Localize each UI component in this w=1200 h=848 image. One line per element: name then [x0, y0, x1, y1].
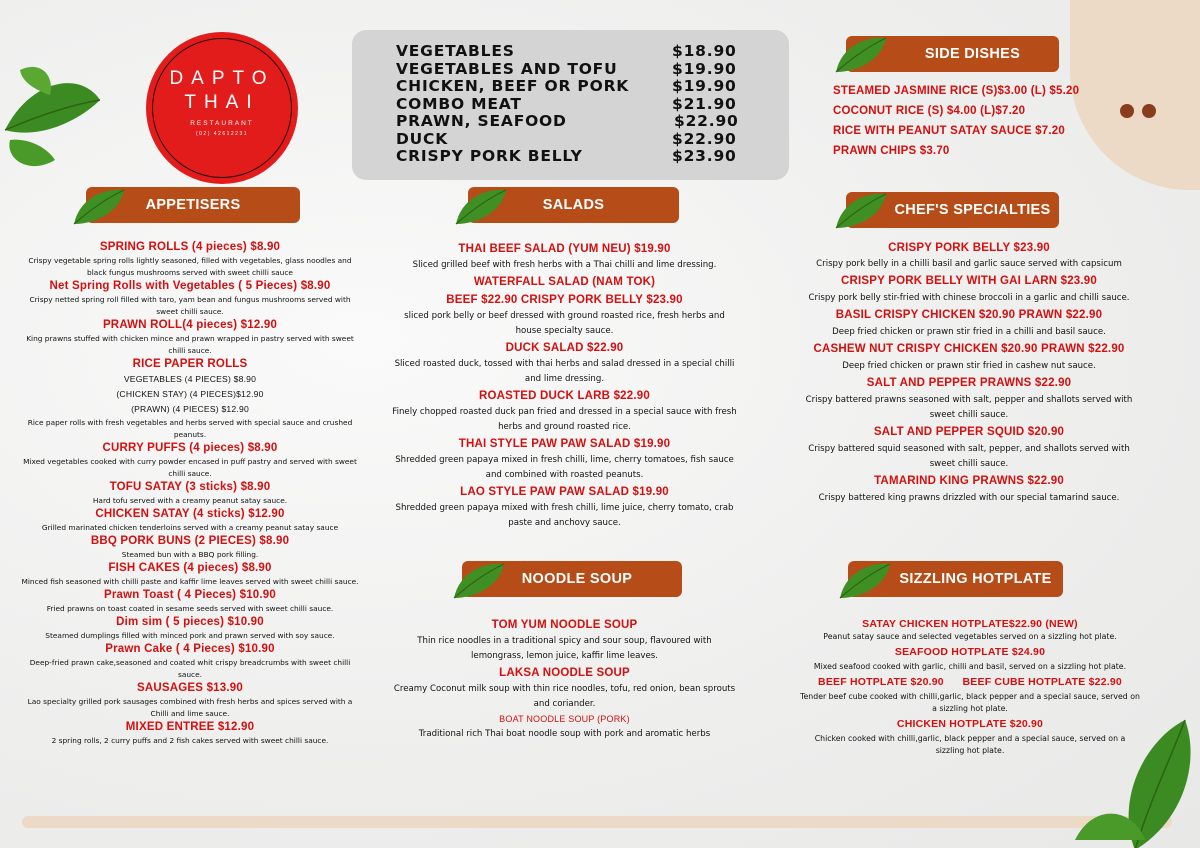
- appetisers-list: [20, 240, 360, 747]
- price-name: PRAWN, SEAFOOD: [396, 112, 567, 130]
- menu-item-desc: Crispy battered squid seasoned with salt, pepper, and shallots served with sweet chilli sauce.: [808, 444, 1130, 469]
- price-value: $23.90: [672, 147, 737, 165]
- price-value: $19.90: [672, 77, 737, 95]
- menu-item-option: VEGETABLES (4 PIECES) $8.90: [123, 374, 257, 384]
- price-name: COMBO MEAT: [396, 94, 522, 113]
- menu-item-desc: Mixed seafood cooked with garlic, chilli and basil, served on a sizzling hot plate.: [813, 662, 1127, 671]
- price-value: $21.90: [672, 94, 737, 113]
- menu-item-desc: Chicken cooked with chilli,garlic, black pepper and a special sauce, served on a sizzling hot plate.: [814, 734, 1126, 755]
- side-dish-item: STEAMED JASMINE RICE (S)$3.00 (L) $5.20: [833, 85, 1080, 97]
- menu-item-option: (PRAWN) (4 PIECES) $12.90: [131, 404, 249, 414]
- leaf-icon: [452, 560, 506, 600]
- decorative-circle: [1070, 0, 1200, 190]
- menu-item-desc: Tender beef cube cooked with chilli,garlic, black pepper and a special sauce, served on a sizzling hot plate.: [800, 692, 1140, 713]
- menu-item-name: CHICKEN SATAY (4 sticks) $12.90: [95, 508, 285, 520]
- restaurant-logo: [146, 32, 298, 184]
- menu-item-desc: Crispy pork belly stir-fried with chinese broccoli in a garlic and chilli sauce.: [808, 293, 1130, 303]
- menu-item-name: Dim sim ( 5 pieces) $10.90: [116, 616, 264, 628]
- menu-item-name: CHICKEN HOTPLATE $20.90: [896, 718, 1044, 730]
- menu-item-name: BASIL CRISPY CHICKEN $20.90 PRAWN $22.90: [835, 309, 1103, 321]
- section-title: SIDE DISHES: [924, 46, 1021, 62]
- price-name: VEGETABLES: [396, 42, 515, 60]
- menu-item-name: SPRING ROLLS (4 pieces) $8.90: [99, 241, 281, 253]
- menu-item-desc: Fried prawns on toast coated in sesame seeds served with sweet chilli sauce.: [46, 604, 334, 613]
- price-value: $18.90: [672, 42, 737, 60]
- menu-item-name: SEAFOOD HOTPLATE $24.90: [894, 646, 1046, 658]
- menu-item-desc: Minced fish seasoned with chilli paste and kaffir lime leaves served with sweet chilli sauce.: [21, 577, 359, 586]
- menu-item-name: TOM YUM NOODLE SOUP: [491, 619, 638, 631]
- menu-item-name: Net Spring Rolls with Vegetables ( 5 Pieces) $8.90: [49, 280, 331, 292]
- menu-item-name: FISH CAKES (4 pieces) $8.90: [108, 562, 272, 574]
- menu-item-desc: Shredded green papaya mixed with fresh chilli, lime juice, cherry tomato, crab paste and anchovy sauce.: [395, 503, 734, 528]
- menu-item-name: SALT AND PEPPER SQUID $20.90: [873, 426, 1065, 438]
- price-value: $22.90: [674, 112, 739, 130]
- menu-item-name: BEEF HOTPLATE $20.90 BEEF CUBE HOTPLATE $22.90: [818, 676, 1122, 688]
- leaf-icon: [454, 186, 508, 226]
- menu-item-desc: King prawns stuffed with chicken mince and prawn wrapped in pastry served with sweet chilli sauce.: [26, 334, 354, 355]
- menu-item-name: LAO STYLE PAW PAW SALAD $19.90: [460, 486, 669, 498]
- menu-item-desc: Traditional rich Thai boat noodle soup with pork and aromatic herbs: [418, 729, 711, 739]
- price-name: CHICKEN, BEEF OR PORK: [396, 77, 630, 95]
- menu-item-desc: Mixed vegetables cooked with curry powder encased in puff pastry and served with sweet chilli sauce.: [23, 457, 357, 478]
- logo-phone: (02) 42612231: [195, 131, 249, 137]
- logo-line2: THAI: [184, 92, 260, 113]
- menu-item-desc: Crispy vegetable spring rolls lightly seasoned, filled with vegetables, glass noodles and black fungus mushrooms served with sweet chilli sauce: [28, 256, 352, 277]
- menu-item-desc: Steamed dumplings filled with minced pork and prawn served with soy sauce.: [45, 631, 335, 640]
- menu-item-name: CURRY PUFFS (4 pieces) $8.90: [102, 442, 278, 454]
- sizzling-hotplate-list: [800, 617, 1140, 757]
- side-dish-item: COCONUT RICE (S) $4.00 (L)$7.20: [833, 105, 1026, 117]
- menu-item-desc: Grilled marinated chicken tenderloins served with a creamy peanut satay sauce: [41, 523, 339, 532]
- menu-item-name: MIXED ENTREE $12.90: [125, 721, 255, 733]
- menu-item-desc: sliced pork belly or beef dressed with ground roasted rice, fresh herbs and house specialty sauce.: [404, 311, 725, 336]
- menu-item-name: ROASTED DUCK LARB $22.90: [479, 390, 650, 402]
- menu-item-name: CASHEW NUT CRISPY CHICKEN $20.90 PRAWN $22.90: [813, 343, 1125, 355]
- menu-item-name: THAI STYLE PAW PAW SALAD $19.90: [458, 438, 671, 450]
- side-dish-item: PRAWN CHIPS $3.70: [833, 145, 950, 157]
- menu-item-desc: Crispy pork belly in a chilli basil and garlic sauce served with capsicum: [816, 259, 1122, 269]
- logo-line1: DAPTO: [169, 68, 275, 89]
- menu-item-name: LAKSA NOODLE SOUP: [499, 667, 630, 679]
- leaf-icon: [72, 186, 126, 226]
- menu-item-name: SAUSAGES $13.90: [137, 682, 243, 694]
- menu-item-desc: Peanut satay sauce and selected vegetables served on a sizzling hot plate.: [823, 632, 1117, 641]
- menu-item-desc: Hard tofu served with a creamy peanut satay sauce.: [92, 496, 288, 505]
- menu-item-name: Prawn Toast ( 4 Pieces) $10.90: [104, 589, 276, 601]
- logo-line3: RESTAURANT: [190, 120, 254, 127]
- noodle-soup-list: [392, 616, 737, 742]
- menu-item-desc: Crispy battered king prawns drizzled with our special tamarind sauce.: [818, 493, 1120, 503]
- decorative-bottom-bar: [22, 816, 1172, 828]
- menu-item-name: DUCK SALAD $22.90: [505, 342, 624, 354]
- menu-item-desc: Shredded green papaya mixed in fresh chilli, lime, cherry tomatoes, fish sauce and combined with roasted peanuts.: [395, 455, 734, 480]
- menu-item-name: Prawn Cake ( 4 Pieces) $10.90: [105, 643, 275, 655]
- menu-item-desc: Crispy battered prawns seasoned with salt, pepper and shallots served with sweet chilli sauce.: [805, 395, 1133, 420]
- menu-item-name: CRISPY PORK BELLY WITH GAI LARN $23.90: [841, 275, 1097, 287]
- leaf-icon: [834, 190, 888, 230]
- menu-item-desc: Finely chopped roasted duck pan fried and dressed in a special sauce with fresh herbs and ground roasted rice.: [392, 407, 737, 432]
- menu-item-name: TOFU SATAY (3 sticks) $8.90: [109, 481, 271, 493]
- menu-item-desc: Deep-fried prawn cake,seasoned and coated whit crispy breadcrumbs with sweet chilli sauce.: [29, 658, 351, 679]
- leaf-icon: [834, 34, 888, 74]
- price-name: DUCK: [396, 129, 449, 148]
- menu-item-name: BBQ PORK BUNS (2 PIECES) $8.90: [90, 535, 290, 547]
- section-title: SIZZLING HOTPLATE: [899, 571, 1052, 587]
- menu-item-desc: Crispy netted spring roll filled with taro, yam bean and fungus mushrooms served with sweet chilli sauce.: [29, 295, 351, 316]
- basil-leaves-top-left: [0, 40, 110, 180]
- menu-item-name: RICE PAPER ROLLS: [132, 358, 248, 370]
- menu-item-option: (CHICKEN STAY) (4 PIECES)$12.90: [116, 389, 264, 399]
- menu-item-desc: Creamy Coconut milk soup with thin rice noodles, tofu, red onion, bean sprouts and coriander.: [393, 684, 736, 709]
- menu-item-desc: Rice paper rolls with fresh vegetables and herbs served with special sauce and crushed peanuts.: [27, 418, 353, 439]
- price-name: VEGETABLES AND TOFU: [396, 59, 618, 78]
- menu-item-name: SATAY CHICKEN HOTPLATE$22.90 (NEW): [862, 618, 1078, 630]
- section-title: CHEF'S SPECIALTIES: [894, 202, 1051, 218]
- salads-list: [392, 241, 737, 531]
- menu-item-desc: Thin rice noodles in a traditional spicy and sour soup, flavoured with lemongrass, lemon juice, kaffir lime leaves.: [417, 636, 712, 661]
- menu-item-name: THAI BEEF SALAD (YUM NEU) $19.90: [458, 243, 671, 255]
- menu-item-desc: Deep fried chicken or prawn stir fried in a chilli and basil sauce.: [832, 327, 1106, 337]
- menu-item-name: CRISPY PORK BELLY $23.90: [888, 242, 1050, 254]
- side-dish-item: RICE WITH PEANUT SATAY SAUCE $7.20: [833, 125, 1065, 137]
- menu-item-desc: Deep fried chicken or prawn stir fried in cashew nut sauce.: [842, 361, 1096, 371]
- menu-item-name: BEEF $22.90 CRISPY PORK BELLY $23.90: [446, 294, 683, 306]
- section-title: APPETISERS: [145, 197, 241, 213]
- menu-item-name: PRAWN ROLL(4 pieces) $12.90: [102, 319, 278, 331]
- chefs-specialties-list: [798, 240, 1140, 506]
- menu-item-desc: Sliced roasted duck, tossed with thai herbs and salad dressed in a special chilli and lime dressing.: [394, 359, 735, 384]
- menu-item-name: SALT AND PEPPER PRAWNS $22.90: [866, 377, 1072, 389]
- decorative-dots: [1120, 104, 1156, 118]
- menu-item-desc: Steamed bun with a BBQ pork filling.: [121, 550, 259, 559]
- menu-item-name: TAMARIND KING PRAWNS $22.90: [874, 475, 1064, 487]
- side-dishes-list: [833, 81, 1079, 161]
- section-title: NOODLE SOUP: [521, 571, 633, 587]
- menu-item-name: BOAT NOODLE SOUP (PORK): [499, 714, 630, 724]
- price-value: $19.90: [672, 59, 737, 78]
- menu-item-desc: Sliced grilled beef with fresh herbs with a Thai chilli and lime dressing.: [412, 260, 717, 270]
- section-title: SALADS: [542, 197, 605, 213]
- base-price-box: [352, 30, 789, 180]
- price-name: CRISPY PORK BELLY: [396, 147, 583, 165]
- menu-item-desc: Lao specialty grilled pork sausages combined with fresh herbs and spices served with a Chilli and lime sauce.: [27, 697, 353, 718]
- menu-item-name: WATERFALL SALAD (NAM TOK): [473, 276, 656, 288]
- menu-item-desc: 2 spring rolls, 2 curry puffs and 2 fish cakes served with sweet chilli sauce.: [51, 736, 329, 745]
- leaf-icon: [838, 560, 892, 600]
- price-value: $22.90: [672, 129, 737, 148]
